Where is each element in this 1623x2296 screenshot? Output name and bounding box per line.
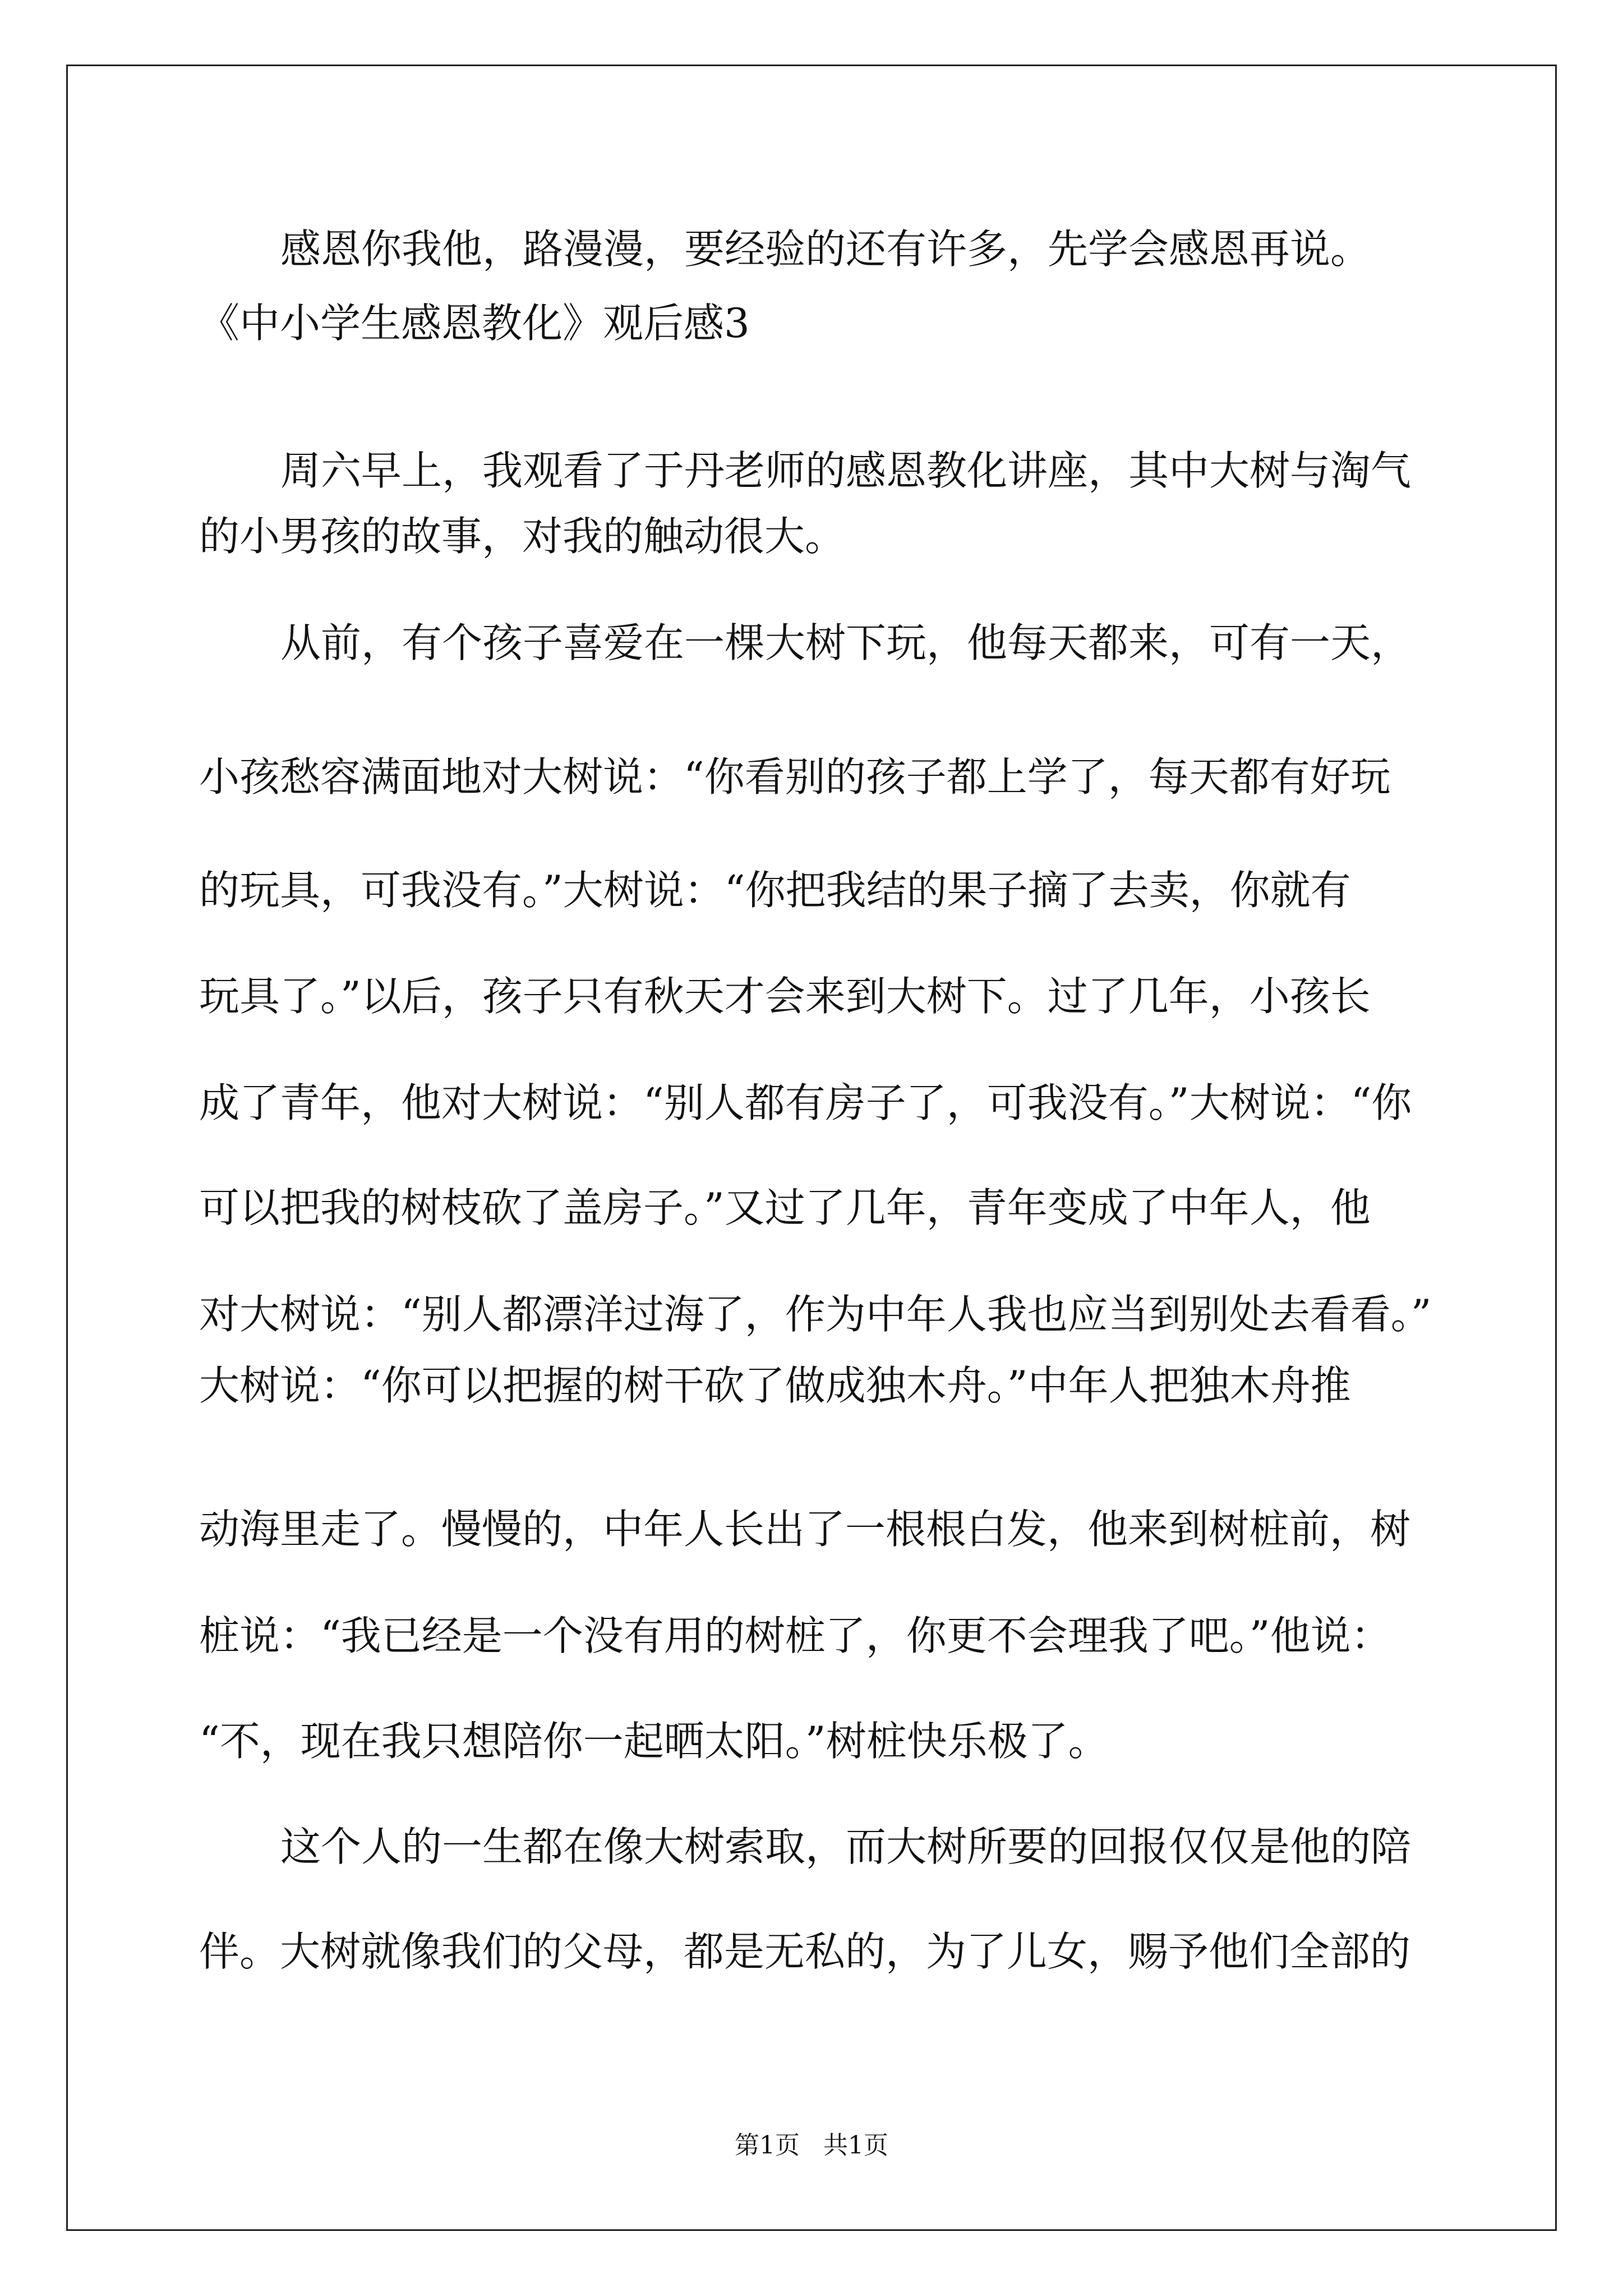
- paragraph-line: 对大树说：“别人都漂洋过海了，作为中年人我也应当到别处去看看。”: [199, 1291, 1432, 1338]
- paragraph-line: 成了青年，他对大树说：“别人都有房子了，可我没有。”大树说：“你: [199, 1079, 1412, 1126]
- paragraph-line: 动海里走了。慢慢的，中年人长出了一根根白发，他来到树桩前，树: [199, 1506, 1411, 1553]
- section-heading: 《中小学生感恩教化》观后感3: [199, 300, 750, 347]
- paragraph-line: 这个人的一生都在像大树索取，而大树所要的回报仅仅是他的陪: [280, 1823, 1412, 1870]
- paragraph-line: 可以把我的树枝砍了盖房子。”又过了几年，青年变成了中年人，他: [199, 1184, 1371, 1231]
- paragraph-line: 大树说：“你可以把握的树干砍了做成独木舟。”中年人把独木舟推: [199, 1362, 1351, 1409]
- page-border: [66, 65, 1557, 2231]
- paragraph-line: 的玩具，可我没有。”大树说：“你把我结的果子摘了去卖，你就有: [199, 867, 1351, 914]
- paragraph-line: 周六早上，我观看了于丹老师的感恩教化讲座，其中大树与淘气: [280, 447, 1412, 494]
- paragraph-line: 从前，有个孩子喜爱在一棵大树下玩，他每天都来，可有一天，: [280, 619, 1412, 666]
- paragraph-line: 小孩愁容满面地对大树说：“你看别的孩子都上学了，每天都有好玩: [199, 753, 1391, 800]
- paragraph-line: 感恩你我他，路漫漫，要经验的还有许多，先学会感恩再说。: [280, 226, 1371, 273]
- paragraph-line: 桩说：“我已经是一个没有用的树桩了，你更不会理我了吧。”他说：: [199, 1612, 1391, 1659]
- paragraph-line: 伴。大树就像我们的父母，都是无私的，为了儿女，赐予他们全部的: [199, 1928, 1411, 1975]
- paragraph-line: 玩具了。”以后，孩子只有秋天才会来到大树下。过了几年，小孩长: [199, 973, 1371, 1020]
- paragraph-line: “不，现在我只想陪你一起晒太阳。”树桩快乐极了。: [199, 1718, 1109, 1765]
- paragraph-line: 的小男孩的故事，对我的触动很大。: [199, 513, 846, 560]
- page-footer: 第1页 共1页: [735, 2131, 888, 2160]
